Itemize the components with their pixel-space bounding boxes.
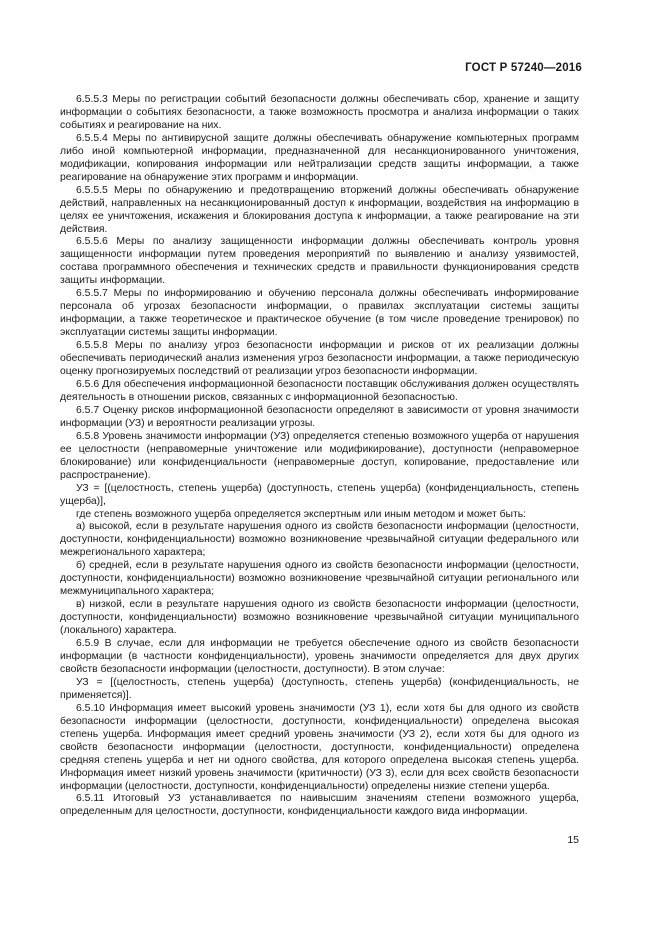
standard-designation: ГОСТ Р 57240—2016 [465, 62, 582, 74]
list-item-medium: б) средней, если в результате нарушения одного из свойств безопасности информации (целостности, доступности, конфиденциальности) возможно возникновение чрезвычайной ситуации регионального или межмуниципального характера; [60, 560, 579, 598]
formula-explanation: где степень возможного ущерба определяется экспертным или иным методом и может быть: [76, 508, 527, 520]
paragraph-6-5-5-3: 6.5.5.3 Меры по регистрации событий безопасности должны обеспечивать сбор, хранение и защиту информации о событиях безопасности, а также возможность просмотра и анализа информации о таких событиях и реагирование на них. [60, 94, 579, 131]
paragraph-6-5-5-5: 6.5.5.5 Меры по обнаружению и предотвращению вторжений должны обеспечивать обнаружение действий, направленных на несанкционированный доступ к информации, воздействия на информацию в целях ее уничтожения, искажения и блокирования доступа к информации, а также реагирование на эти действия. [60, 184, 579, 235]
paragraph-6-5-8: 6.5.8 Уровень значимости информации (УЗ) определяется степенью возможного ущерба от нарушения ее целостности (неправомерные уничтожение или модификирование), доступности (неправомерное блокирование) или конфиденциальности (неправомерные доступ, копирование, предоставление или распространение). [60, 430, 579, 481]
paragraph-6-5-7: 6.5.7 Оценку рисков информационной безопасности определяют в зависимости от уровня значимости информации (УЗ) и вероятности реализации угрозы. [60, 404, 579, 429]
list-item-high: а) высокой, если в результате нарушения одного из свойств безопасности информации (целостности, доступности, конфиденциальности) возможно возникновение чрезвычайной ситуации федерального или межрегионального характера; [60, 521, 579, 559]
page-number: 15 [567, 834, 579, 846]
paragraph-6-5-5-4: 6.5.5.4 Меры по антивирусной защите должны обеспечивать обнаружение компьютерных программ либо иной компьютерной информации, предназначенной для несанкционированного уничтожения, модификации, копирования информации или нейтрализации средств защиты информации, а также реагирование на обнаружение этих программ и информации. [60, 132, 579, 183]
formula-uz-reduced: УЗ = [(целостность, степень ущерба) (доступность, степень ущерба) (конфиденциальность, не применяется)]. [60, 676, 579, 701]
paragraph-6-5-5-8: 6.5.5.8 Меры по анализу угроз безопасности информации и рисков от их реализации должны обеспечивать периодический анализ изменения угроз безопасности информации, а также периодическую оценку прогнозируемых последствий от реализации угроз безопасности информации. [60, 340, 579, 378]
list-item-low: в) низкой, если в результате нарушения одного из свойств безопасности информации (целостности, доступности, конфиденциальности) возможно возникновение чрезвычайной ситуации муниципального (локального) характера. [60, 599, 579, 637]
document-body [60, 94, 579, 819]
paragraph-6-5-5-6: 6.5.5.6 Меры по анализу защищенности информации должны обеспечивать контроль уровня защищенности информации путем проведения мероприятий по выявлению и анализу уязвимостей, состава программного обеспечения и технических средств и правильности функционирования средств защиты информации. [60, 236, 579, 287]
formula-uz-full: УЗ = [(целостность, степень ущерба) (доступность, степень ущерба) (конфиденциальность, степень ущерба)], [60, 482, 579, 507]
paragraph-6-5-6: 6.5.6 Для обеспечения информационной безопасности поставщик обслуживания должен осуществлять деятельность в отношении рисков, связанных с информационной безопасностью. [60, 378, 579, 403]
paragraph-6-5-11: 6.5.11 Итоговый УЗ устанавливается по наивысшим значениям степени возможного ущерба, определенным для целостности, доступности, конфиденциальности каждого вида информации. [60, 793, 579, 818]
paragraph-6-5-5-7: 6.5.5.7 Меры по информированию и обучению персонала должны обеспечивать информирование персонала об угрозах безопасности информации, о правилах эксплуатации системы защиты информации, а также теоретическое и практическое обучение (в том числе проведение тренировок) по эксплуатации системы защиты информации. [60, 288, 579, 339]
paragraph-6-5-9: 6.5.9 В случае, если для информации не требуется обеспечение одного из свойств безопасности информации (в частности конфиденциальности), уровень значимости определяется для двух других свойств безопасности информации (целостности, доступности). В этом случае: [60, 638, 579, 675]
paragraph-6-5-10: 6.5.10 Информация имеет высокий уровень значимости (УЗ 1), если хотя бы для одного из свойств безопасности информации (целостности, доступности, конфиденциальности) определена высокая степень ущерба. Информация имеет средний уровень значимости (УЗ 2), если хотя бы для одного из свойств безопасности информации (целостности, доступности, конфиденциальности) определена средняя степень ущерба и нет ни одного свойства, для которого определена высокая степень ущерба. Информация имеет низкий уровень значимости (критичности) (УЗ 3), если для всех свойств безопасности информации (целостности, доступности, конфиденциальности) определены низкие степени ущерба. [60, 702, 579, 792]
